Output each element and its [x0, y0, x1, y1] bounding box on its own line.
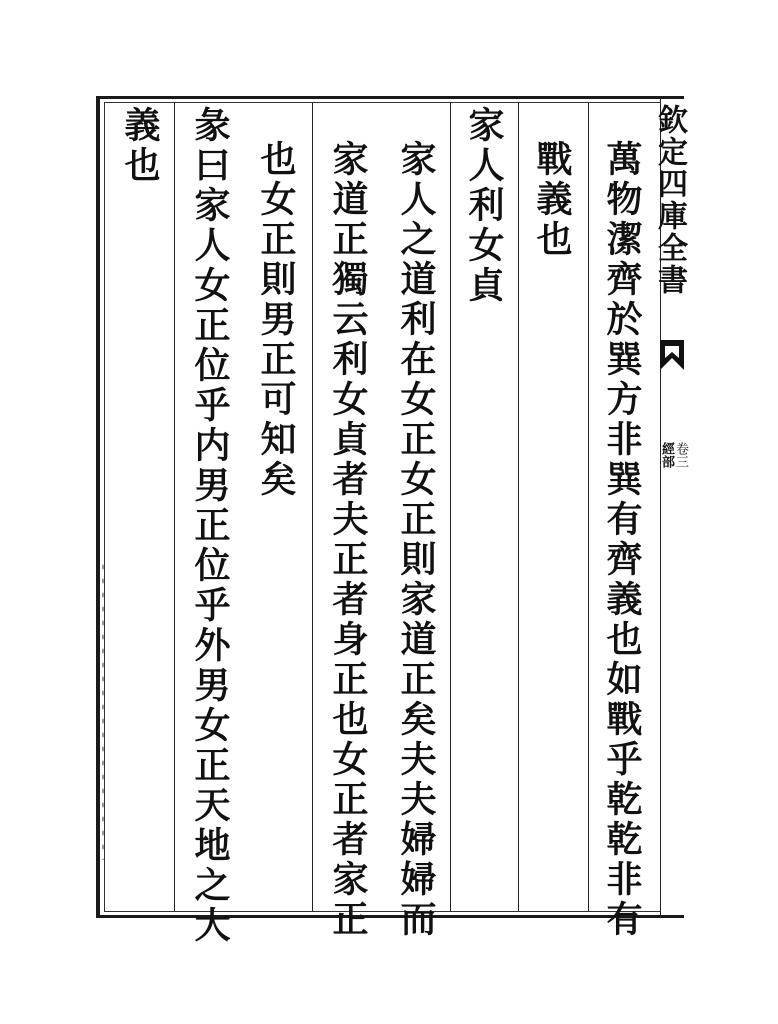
- text-column: 彖曰家人女正位乎内男正位乎外男女正天地之大: [189, 106, 231, 946]
- book-title: 欽定四庫全書: [652, 104, 687, 296]
- text-column: 戰義也: [531, 140, 573, 260]
- text-column: 也女正則男正可知矣: [255, 140, 297, 500]
- section-label: 經部: [659, 442, 674, 468]
- volume-label: 卷三: [673, 442, 688, 468]
- fishtail-mark-icon: [660, 340, 684, 370]
- text-column: 萬物潔齊於巽方非巽有齊義也如戰乎乾乾非有: [601, 140, 643, 940]
- column-rule: [312, 103, 313, 911]
- text-column: 義也: [119, 106, 161, 186]
- column-rule: [588, 103, 589, 911]
- column-rule: [518, 103, 519, 911]
- column-rule: [174, 103, 175, 911]
- text-column: 家道正獨云利女貞者夫正者身正也女正者家正: [327, 140, 369, 940]
- column-rule: [450, 103, 451, 911]
- text-column: 家人利女貞: [463, 106, 505, 306]
- worn-edge-texture: [100, 560, 106, 860]
- text-column: 家人之道利在女正女正則家道正矣夫夫婦婦而: [395, 140, 437, 940]
